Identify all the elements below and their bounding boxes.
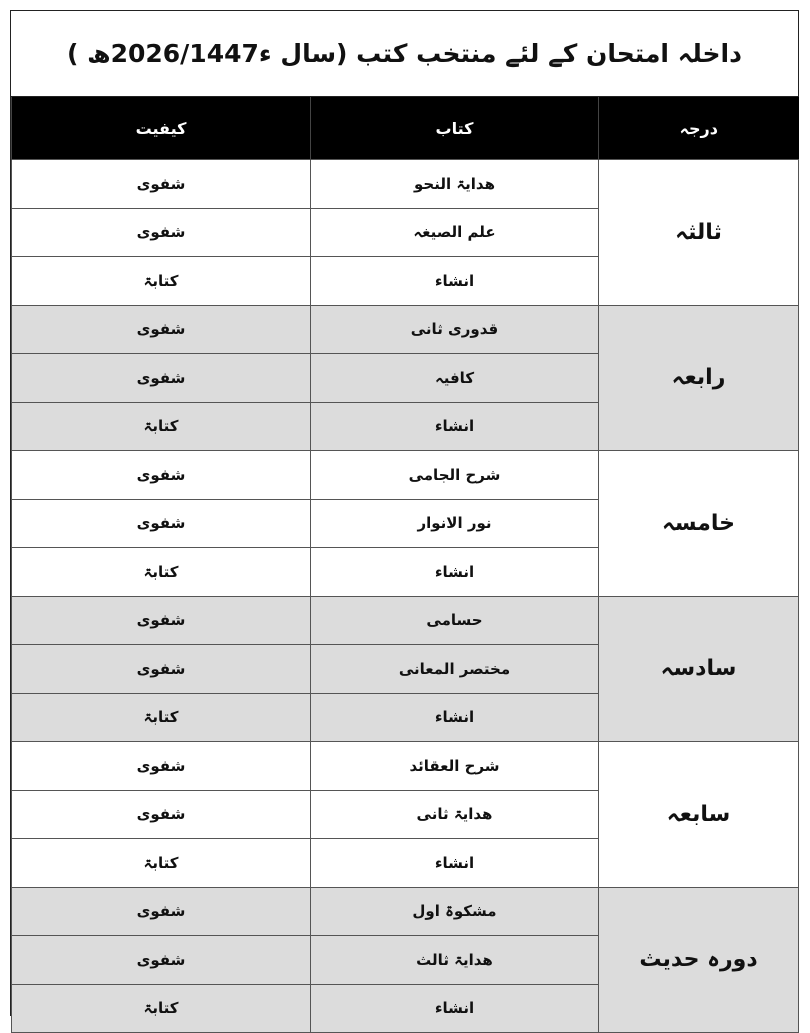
document-title: داخلہ امتحان کے لئے منتخب کتب (سال ء2026/1447ھ )	[67, 39, 742, 68]
book-cell: مشکوۃ اول	[311, 887, 599, 936]
mode-cell: شفوی	[12, 645, 311, 694]
book-cell: انشاء	[311, 548, 599, 597]
mode-cell: شفوی	[12, 790, 311, 839]
table-row	[12, 451, 799, 500]
book-cell: علم الصیغہ	[311, 208, 599, 257]
book-cell: شرح العقائد	[311, 742, 599, 791]
mode-cell: شفوی	[12, 596, 311, 645]
mode-cell: شفوی	[12, 208, 311, 257]
mode-cell: کتابۃ	[12, 548, 311, 597]
book-cell: شرح الجامی	[311, 451, 599, 500]
grade-cell: دورہ حدیث	[599, 887, 799, 1033]
book-cell: انشاء	[311, 839, 599, 888]
mode-cell: کتابۃ	[12, 257, 311, 306]
mode-cell: شفوی	[12, 160, 311, 209]
mode-cell: کتابۃ	[12, 693, 311, 742]
book-cell: انشاء	[311, 693, 599, 742]
grade-cell: سابعہ	[599, 742, 799, 888]
table-row	[12, 596, 799, 645]
book-cell: انشاء	[311, 257, 599, 306]
table-body	[12, 160, 799, 1033]
header-mode: کیفیت	[12, 97, 311, 160]
book-cell: ھدایۃ ثانی	[311, 790, 599, 839]
book-cell: کافیہ	[311, 354, 599, 403]
grade-cell: رابعہ	[599, 305, 799, 451]
mode-cell: کتابۃ	[12, 984, 311, 1033]
grade-cell: ثالثہ	[599, 160, 799, 306]
mode-cell: شفوی	[12, 499, 311, 548]
document-sheet	[10, 10, 799, 1016]
mode-cell: شفوی	[12, 887, 311, 936]
grade-cell: سادسہ	[599, 596, 799, 742]
books-table	[11, 97, 799, 1033]
grade-cell: خامسہ	[599, 451, 799, 597]
book-cell: ھدایۃ النحو	[311, 160, 599, 209]
mode-cell: شفوی	[12, 354, 311, 403]
book-cell: مختصر المعانی	[311, 645, 599, 694]
mode-cell: شفوی	[12, 742, 311, 791]
book-cell: نور الانوار	[311, 499, 599, 548]
book-cell: حسامی	[311, 596, 599, 645]
mode-cell: کتابۃ	[12, 839, 311, 888]
mode-cell: شفوی	[12, 936, 311, 985]
header-grade: درجہ	[599, 97, 799, 160]
book-cell: انشاء	[311, 402, 599, 451]
mode-cell: شفوی	[12, 305, 311, 354]
mode-cell: شفوی	[12, 451, 311, 500]
book-cell: انشاء	[311, 984, 599, 1033]
table-row	[12, 887, 799, 936]
header-row	[12, 97, 799, 160]
book-cell: ھدایۃ ثالث	[311, 936, 599, 985]
table-row	[12, 305, 799, 354]
title-bar	[11, 11, 798, 97]
header-book: کتاب	[311, 97, 599, 160]
table-row	[12, 160, 799, 209]
book-cell: قدوری ثانی	[311, 305, 599, 354]
table-row	[12, 742, 799, 791]
mode-cell: کتابۃ	[12, 402, 311, 451]
table-header	[12, 97, 799, 160]
